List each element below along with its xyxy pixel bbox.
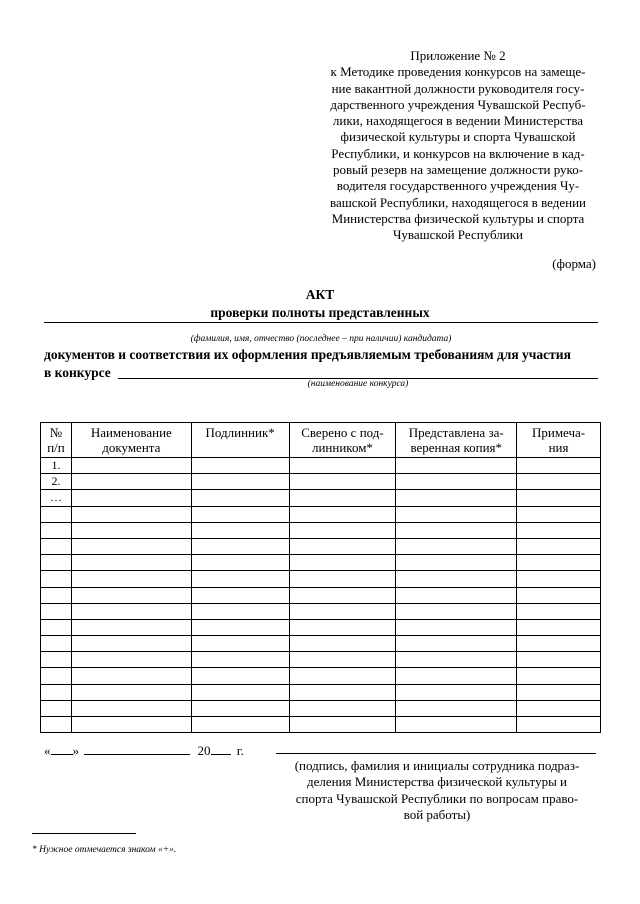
table-cell[interactable]: [71, 474, 191, 490]
appendix-block: [316, 48, 600, 244]
table-cell[interactable]: [517, 458, 601, 474]
table-cell[interactable]: [396, 619, 517, 635]
table-cell[interactable]: [289, 587, 396, 603]
table-cell[interactable]: [289, 458, 396, 474]
table-cell[interactable]: [289, 490, 396, 506]
row-number-cell[interactable]: [41, 603, 72, 619]
table-cell[interactable]: [71, 603, 191, 619]
table-row: [41, 506, 601, 522]
year-prefix: 20: [197, 743, 211, 758]
table-row: [41, 555, 601, 571]
signature-field[interactable]: [276, 753, 596, 754]
table-cell[interactable]: [396, 587, 517, 603]
table-row: [41, 474, 601, 490]
contest-label: в конкурсе: [44, 365, 111, 380]
month-field[interactable]: [84, 740, 190, 755]
table-cell[interactable]: [517, 603, 601, 619]
table-cell[interactable]: [191, 636, 289, 652]
table-cell[interactable]: [396, 474, 517, 490]
table-cell[interactable]: [396, 603, 517, 619]
table-cell[interactable]: [289, 619, 396, 635]
appendix-line: Республики, и конкурсов на включение в кад-: [331, 145, 585, 161]
table-cell[interactable]: [396, 668, 517, 684]
table-row: [41, 717, 601, 733]
table-cell[interactable]: [71, 522, 191, 538]
table-cell[interactable]: [191, 458, 289, 474]
table-cell[interactable]: [517, 700, 601, 716]
table-cell[interactable]: [517, 717, 601, 733]
header-verified: Сверено с под- линником*: [289, 423, 396, 458]
table-cell[interactable]: [396, 571, 517, 587]
row-number-cell[interactable]: [41, 555, 72, 571]
table-cell[interactable]: [191, 538, 289, 554]
row-number-cell[interactable]: …: [41, 490, 72, 506]
table-cell[interactable]: [191, 717, 289, 733]
table-cell[interactable]: [71, 587, 191, 603]
table-cell[interactable]: [289, 571, 396, 587]
table-cell[interactable]: [289, 506, 396, 522]
table-cell[interactable]: [517, 668, 601, 684]
header-number: № п/п: [41, 423, 72, 458]
table-cell[interactable]: [396, 538, 517, 554]
signature-caption-line: деления Министерства физической культуры и: [306, 774, 568, 790]
table-cell[interactable]: [191, 506, 289, 522]
table-cell[interactable]: [396, 506, 517, 522]
close-quote: »: [72, 743, 79, 758]
documents-line: документов и соответствия их оформления предъявляемым требованиям для участия: [44, 347, 571, 362]
header-document-name: Наименование документа: [71, 423, 191, 458]
table-row: [41, 587, 601, 603]
table-cell[interactable]: [289, 700, 396, 716]
table-cell[interactable]: [517, 684, 601, 700]
table-cell[interactable]: [396, 522, 517, 538]
table-cell[interactable]: [289, 652, 396, 668]
table-cell[interactable]: [71, 458, 191, 474]
appendix-line: водителя государственного учреждения Чу-: [336, 178, 580, 194]
appendix-line: вашской Республики, находящегося в ведении: [330, 194, 586, 210]
form-label: (форма): [552, 256, 596, 271]
table-row: [41, 490, 601, 506]
signature-caption-line: спорта Чувашской Республики по вопросам право-: [295, 790, 579, 806]
table-cell[interactable]: [191, 603, 289, 619]
table-row: [41, 684, 601, 700]
table-row: [41, 538, 601, 554]
appendix-line: ние вакантной должности руководителя госу-: [331, 80, 585, 96]
signature-caption-line: вой работы): [403, 806, 471, 822]
row-number-cell[interactable]: [41, 506, 72, 522]
table-header-row: [41, 423, 601, 458]
row-number-cell[interactable]: [41, 652, 72, 668]
candidate-caption: (фамилия, имя, отчество (последнее – при наличии) кандидата): [190, 334, 452, 344]
table-cell[interactable]: [517, 571, 601, 587]
table-cell[interactable]: [71, 700, 191, 716]
table-cell[interactable]: [191, 587, 289, 603]
signature-caption-line: (подпись, фамилия и инициалы сотрудника подраз-: [294, 758, 580, 773]
contest-caption: (наименование конкурса): [307, 379, 409, 389]
table-cell[interactable]: [517, 619, 601, 635]
open-quote: «: [44, 743, 51, 758]
table-cell[interactable]: [289, 684, 396, 700]
year-suffix: г.: [236, 743, 244, 758]
table-cell[interactable]: [191, 652, 289, 668]
appendix-line: дарственного учреждения Чувашской Респуб-: [330, 96, 586, 112]
row-number-cell[interactable]: 1.: [41, 458, 72, 474]
row-number-cell[interactable]: [41, 636, 72, 652]
table-cell[interactable]: [191, 700, 289, 716]
table-cell[interactable]: [517, 636, 601, 652]
table-cell[interactable]: [289, 538, 396, 554]
table-cell[interactable]: [289, 603, 396, 619]
table-cell[interactable]: [71, 571, 191, 587]
document-subtitle: проверки полноты представленных: [210, 305, 430, 320]
appendix-line: лики, находящегося в ведении Министерства: [332, 113, 584, 129]
table-cell[interactable]: [191, 555, 289, 571]
appendix-line: Приложение № 2: [410, 48, 506, 63]
table-cell[interactable]: [517, 587, 601, 603]
table-cell[interactable]: [191, 684, 289, 700]
row-number-cell[interactable]: [41, 700, 72, 716]
appendix-line: к Методике проведения конкурсов на замеще-: [330, 64, 586, 80]
table-cell[interactable]: [71, 636, 191, 652]
appendix-line: Чувашской Республики: [392, 227, 524, 243]
table-cell[interactable]: [517, 538, 601, 554]
table-cell[interactable]: [396, 684, 517, 700]
table-row: [41, 619, 601, 635]
table-cell[interactable]: [289, 555, 396, 571]
documents-table: [40, 422, 601, 733]
table-cell[interactable]: [289, 668, 396, 684]
table-row: [41, 603, 601, 619]
row-number-cell[interactable]: [41, 538, 72, 554]
table-cell[interactable]: [396, 700, 517, 716]
table-cell[interactable]: [517, 490, 601, 506]
table-cell[interactable]: [396, 652, 517, 668]
table-cell[interactable]: [289, 717, 396, 733]
document-title: АКТ: [305, 287, 335, 302]
table-cell[interactable]: [191, 490, 289, 506]
row-number-cell[interactable]: [41, 668, 72, 684]
table-cell[interactable]: [396, 636, 517, 652]
table-cell[interactable]: [191, 619, 289, 635]
date-field: [44, 740, 244, 759]
footnote-divider: [32, 833, 136, 834]
table-cell[interactable]: [71, 619, 191, 635]
table-cell[interactable]: [396, 458, 517, 474]
table-cell[interactable]: [71, 490, 191, 506]
table-cell[interactable]: [71, 538, 191, 554]
contest-name-field[interactable]: [118, 364, 598, 379]
table-cell[interactable]: [396, 490, 517, 506]
table-cell[interactable]: [396, 717, 517, 733]
table-cell[interactable]: [289, 474, 396, 490]
table-row: [41, 458, 601, 474]
day-field[interactable]: [51, 740, 73, 755]
appendix-line: Министерства физической культуры и спорта: [331, 210, 585, 226]
table-cell[interactable]: [289, 522, 396, 538]
table-cell[interactable]: [71, 717, 191, 733]
table-cell[interactable]: [191, 522, 289, 538]
table-row: [41, 700, 601, 716]
table-row: [41, 636, 601, 652]
year-field[interactable]: [211, 740, 231, 755]
appendix-line: ровый резерв на замещение должности руко-: [332, 162, 584, 178]
table-cell[interactable]: [517, 555, 601, 571]
table-cell[interactable]: [191, 474, 289, 490]
row-number-cell[interactable]: [41, 587, 72, 603]
table-cell[interactable]: [191, 668, 289, 684]
row-number-cell[interactable]: [41, 571, 72, 587]
table-cell[interactable]: [71, 652, 191, 668]
table-cell[interactable]: [289, 636, 396, 652]
table-row: [41, 571, 601, 587]
candidate-name-field[interactable]: [44, 322, 598, 323]
table-cell[interactable]: [517, 652, 601, 668]
header-original: Подлинник*: [191, 423, 289, 458]
table-cell[interactable]: [71, 555, 191, 571]
row-number-cell[interactable]: [41, 684, 72, 700]
table-row: [41, 668, 601, 684]
table-cell[interactable]: [517, 506, 601, 522]
header-certified-copy: Представлена за- веренная копия*: [396, 423, 517, 458]
table-body: [41, 458, 601, 733]
table-cell[interactable]: [517, 474, 601, 490]
table-cell[interactable]: [71, 684, 191, 700]
table-cell[interactable]: [396, 555, 517, 571]
footnote: * Нужное отмечается знаком «+».: [32, 845, 177, 855]
table-cell[interactable]: [191, 571, 289, 587]
row-number-cell[interactable]: [41, 717, 72, 733]
table-row: [41, 522, 601, 538]
header-notes: Примеча- ния: [517, 423, 601, 458]
table-cell[interactable]: [71, 506, 191, 522]
row-number-cell[interactable]: [41, 522, 72, 538]
row-number-cell[interactable]: 2.: [41, 474, 72, 490]
table-cell[interactable]: [71, 668, 191, 684]
table-cell[interactable]: [517, 522, 601, 538]
signature-caption: [278, 758, 596, 823]
appendix-line: физической культуры и спорта Чувашской: [340, 129, 576, 145]
table-row: [41, 652, 601, 668]
row-number-cell[interactable]: [41, 619, 72, 635]
